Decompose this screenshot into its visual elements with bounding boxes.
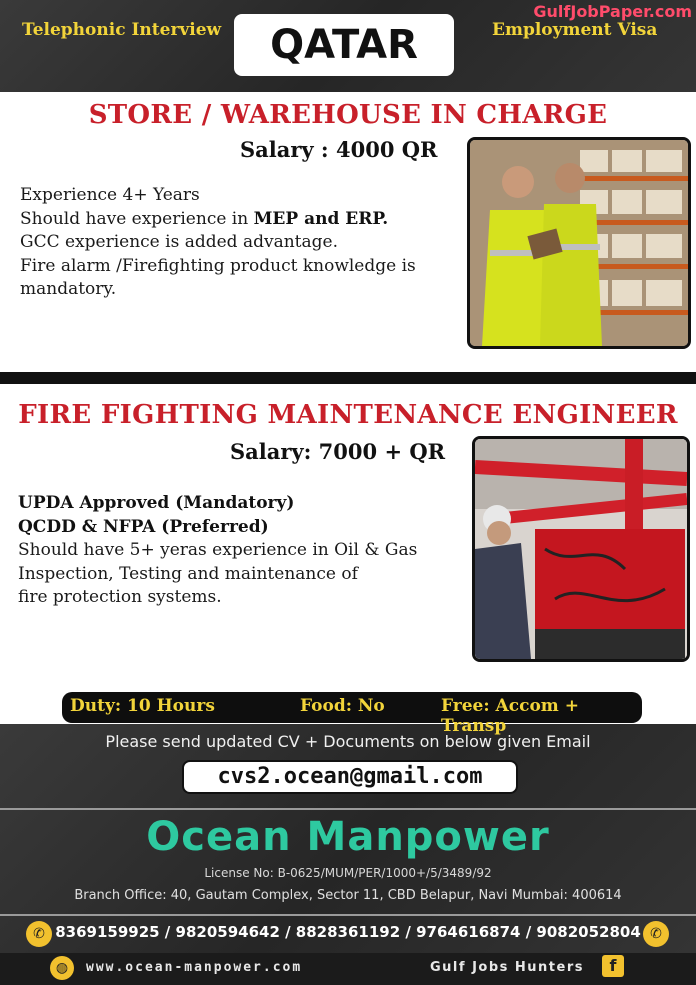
salary-2: Salary: 7000 + QR — [230, 439, 446, 464]
country-badge: QATAR — [234, 14, 454, 76]
visa-type: Employment Visa — [492, 20, 658, 40]
desc-line: Should have 5+ yeras experience in Oil & Gas — [18, 540, 418, 560]
desc-line: mandatory. — [20, 279, 117, 299]
job-title-1: STORE / WAREHOUSE IN CHARGE — [88, 100, 608, 130]
job-description-2 — [18, 492, 468, 610]
header-banner — [0, 0, 696, 92]
fire-pump-photo — [472, 436, 690, 662]
free-benefits: Free: Accom + Transp — [441, 696, 579, 736]
desc-line: Inspection, Testing and maintenance of — [18, 563, 358, 584]
license-number: License No: B-0625/MUM/PER/1000+/5/3489/92 — [204, 866, 492, 880]
desc-line: GCC experience is added advantage. — [20, 232, 338, 252]
warehouse-photo — [467, 137, 691, 349]
phone-numbers[interactable]: 8369159925 / 9820594642 / 8828361192 / 9764616874 / 9082052804 — [55, 923, 641, 941]
duty-hours: Duty: 10 Hours — [70, 696, 215, 716]
website-link[interactable]: www.ocean-manpower.com — [86, 960, 303, 975]
watermark: GulfJobPaper.com — [533, 2, 692, 21]
section-divider — [0, 372, 696, 384]
globe-icon: ◍ — [50, 956, 74, 980]
separator — [0, 808, 696, 810]
desc-line: Should have experience in MEP and ERP. — [20, 208, 389, 229]
email-address[interactable]: cvs2.ocean@gmail.com — [182, 760, 518, 794]
company-logo: Ocean Manpower — [146, 814, 550, 860]
job-description-1 — [20, 184, 450, 302]
interview-type: Telephonic Interview — [22, 20, 222, 40]
branch-address: Branch Office: 40, Gautam Complex, Sector 11, CBD Belapur, Navi Mumbai: 400614 — [74, 888, 622, 903]
separator — [0, 914, 696, 916]
whatsapp-icon: ✆ — [643, 921, 669, 947]
send-cv-text: Please send updated CV + Documents on below given Email — [105, 732, 591, 751]
whatsapp-icon: ✆ — [26, 921, 52, 947]
job-title-2: FIRE FIGHTING MAINTENANCE ENGINEER — [18, 400, 678, 430]
desc-line: Experience 4+ Years — [20, 185, 200, 205]
benefits-bar — [62, 692, 642, 736]
desc-line: UPDA Approved (Mandatory) — [18, 493, 295, 513]
facebook-icon[interactable]: f — [602, 955, 624, 977]
tagline: Gulf Jobs Hunters — [430, 960, 584, 975]
desc-line: Fire alarm /Firefighting product knowledge is — [20, 255, 416, 276]
food-info: Food: No — [300, 696, 385, 716]
desc-line: fire protection systems. — [18, 587, 222, 607]
salary-1: Salary : 4000 QR — [240, 137, 438, 162]
desc-line: QCDD & NFPA (Preferred) — [18, 516, 269, 537]
